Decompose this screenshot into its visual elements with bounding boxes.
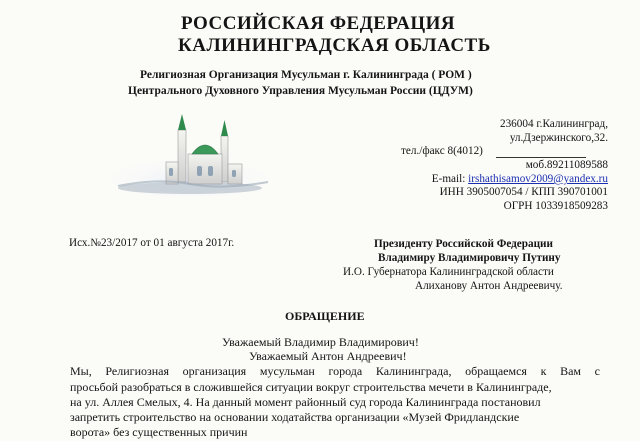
body-line-2: просьбой разобраться в сложившейся ситуации вокруг строительства мечети в Калининграде,: [70, 380, 552, 394]
mosque-logo: [108, 112, 273, 196]
org-parent: Центрального Духовного Управления Мусульман России (ЦДУМ): [128, 85, 473, 97]
address-street: ул.Дзержинского,32.: [509, 132, 608, 144]
body-line-4: запретить строительство на основании ходатайства организации «Музей Фридландские: [70, 410, 520, 424]
org-name: Религиозная Организация Мусульман г. Калининграда ( РОМ ): [140, 69, 472, 81]
body-line-5: ворота» без существенных причин: [70, 425, 248, 439]
body-line-3: на ул. Аллея Смелых, 4. На данный момент районный суд города Калининграда постановил: [70, 395, 541, 409]
appeal-title: ОБРАЩЕНИЕ: [285, 309, 365, 323]
address-phone: тел./факс 8(4012): [401, 145, 483, 157]
body-line-1: Мы, Религиозная организация мусульман города Калининграда, обращаемся к Вам с: [70, 364, 600, 378]
outgoing-reference: Исх.№23/2017 от 01 августа 2017г.: [69, 237, 235, 249]
recipient2-name: Алиханову Антон Андреевичу.: [415, 280, 563, 292]
address-inn: ИНН 3905007054 / КПП 390701001: [439, 186, 608, 198]
recipient2-title: И.О. Губернатора Калининградской области: [343, 266, 554, 278]
recipient-name: Владимиру Владимировичу Путину: [378, 252, 561, 264]
recipient-title: Президенту Российской Федерации: [374, 238, 553, 250]
address-email-row: [432, 173, 608, 185]
header-region: КАЛИНИНГРАДСКАЯ ОБЛАСТЬ: [178, 35, 491, 56]
header-country: РОССИЙСКАЯ ФЕДЕРАЦИЯ: [181, 13, 456, 34]
address-mobile: моб.89211089588: [525, 159, 608, 171]
email-link[interactable]: irshathisamov2009@yandex.ru: [468, 173, 608, 185]
phone-underline: [496, 157, 586, 158]
address-city: 236004 г.Калининград,: [499, 118, 608, 130]
email-label: E-mail:: [431, 173, 466, 185]
greeting-2: Уважаемый Антон Андреевич!: [249, 349, 407, 363]
address-ogrn: ОГРН 1033918509283: [503, 200, 608, 212]
greeting-1: Уважаемый Владимир Владимирович!: [222, 335, 419, 349]
